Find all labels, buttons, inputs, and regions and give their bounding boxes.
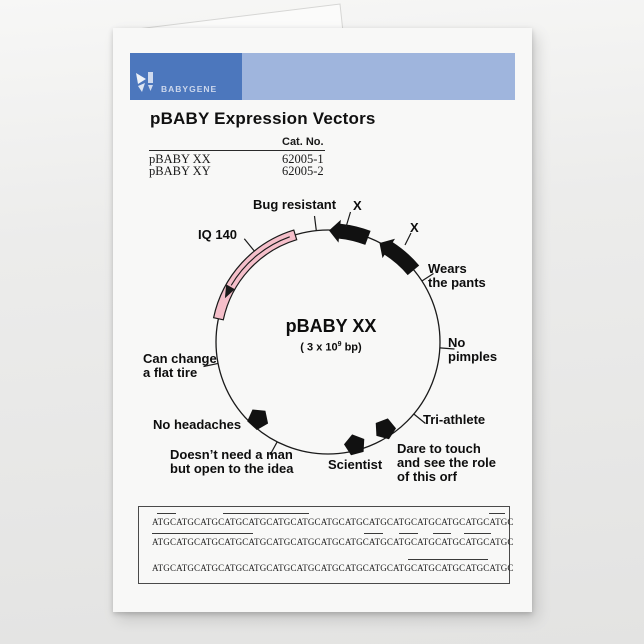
label-wears-the-pants	[428, 262, 486, 290]
size-suffix: bp)	[341, 341, 362, 354]
product-name: pBABY XX	[149, 152, 211, 166]
pink-arc-segment	[214, 230, 297, 320]
product-cat-no: 62005-1	[282, 152, 324, 166]
product-cat-no: 62005-2	[282, 164, 324, 178]
plasmid-size	[261, 341, 401, 354]
label-line: but open to the idea	[170, 461, 294, 476]
label-line: Doesn’t need a man	[170, 447, 293, 462]
page-title: pBABY Expression Vectors	[150, 109, 376, 128]
label-no-pimples	[448, 336, 497, 364]
label-line: No	[448, 335, 466, 350]
sequence-line: ATGCATGCATGCATGCATGCATGCATGCATGCATGCATGCATGCATGCATGCATGCATGC	[152, 537, 514, 547]
sequence-line: ATGCATGCATGCATGCATGCATGCATGCATGCATGCATGCATGCATGCATGCATGCATGC	[152, 563, 514, 573]
label-scientist: Scientist	[328, 457, 383, 472]
label-line: Can change	[143, 351, 217, 366]
brand-name: BABYGENE	[161, 84, 218, 94]
plasmid-name: pBABY XX	[285, 316, 377, 336]
label-tri-athlete: Tri-athlete	[423, 412, 486, 427]
sequence-overline	[152, 533, 253, 534]
sequence-overline	[464, 533, 491, 534]
label-no-headaches: No headaches	[153, 417, 242, 432]
label-line: Wears	[428, 261, 467, 276]
sequence-overline	[399, 533, 418, 534]
pentagon-marker-dare	[373, 416, 398, 441]
sequence-overline	[408, 559, 488, 560]
sequence-line: ATGCATGCATGCATGCATGCATGCATGCATGCATGCATGCATGCATGCATGCATGCATGC	[152, 517, 514, 527]
tick-iq-140	[244, 239, 254, 251]
catalog-column-header: Cat. No.	[282, 136, 324, 148]
sequence-panel	[138, 506, 514, 584]
pentagon-marker-no-headaches	[243, 404, 271, 432]
label-line: a flat tire	[143, 365, 198, 380]
feature-arrow-x2	[380, 239, 420, 275]
label-line: and see the role	[397, 455, 496, 470]
label-iq-140: IQ 140	[198, 227, 238, 242]
label-bug-resistant: Bug resistant	[253, 197, 337, 212]
size-exponent: 9	[337, 341, 342, 348]
label-doesnt-need-a-man	[170, 448, 294, 476]
product-name: pBABY XY	[149, 164, 211, 178]
greeting-card-front	[113, 28, 532, 612]
label-can-change	[143, 352, 217, 380]
size-prefix: ( 3 x 10	[300, 341, 338, 354]
feature-arrow-x1	[329, 220, 371, 245]
sequence-overline	[489, 513, 505, 514]
label-line: the pants	[428, 275, 486, 290]
sequence-overline	[223, 513, 309, 514]
sequence-overline	[157, 513, 176, 514]
label-x-marker-2: X	[410, 220, 419, 235]
sequence-overline	[364, 533, 383, 534]
label-line: of this orf	[397, 469, 457, 484]
label-line: pimples	[448, 349, 498, 364]
label-x-marker-1: X	[353, 198, 362, 213]
tick-x1	[346, 212, 351, 227]
sequence-overline	[433, 533, 451, 534]
tick-bug-resistant	[315, 216, 317, 231]
label-dare-orf	[397, 442, 496, 484]
label-line: Dare to touch	[397, 441, 481, 456]
